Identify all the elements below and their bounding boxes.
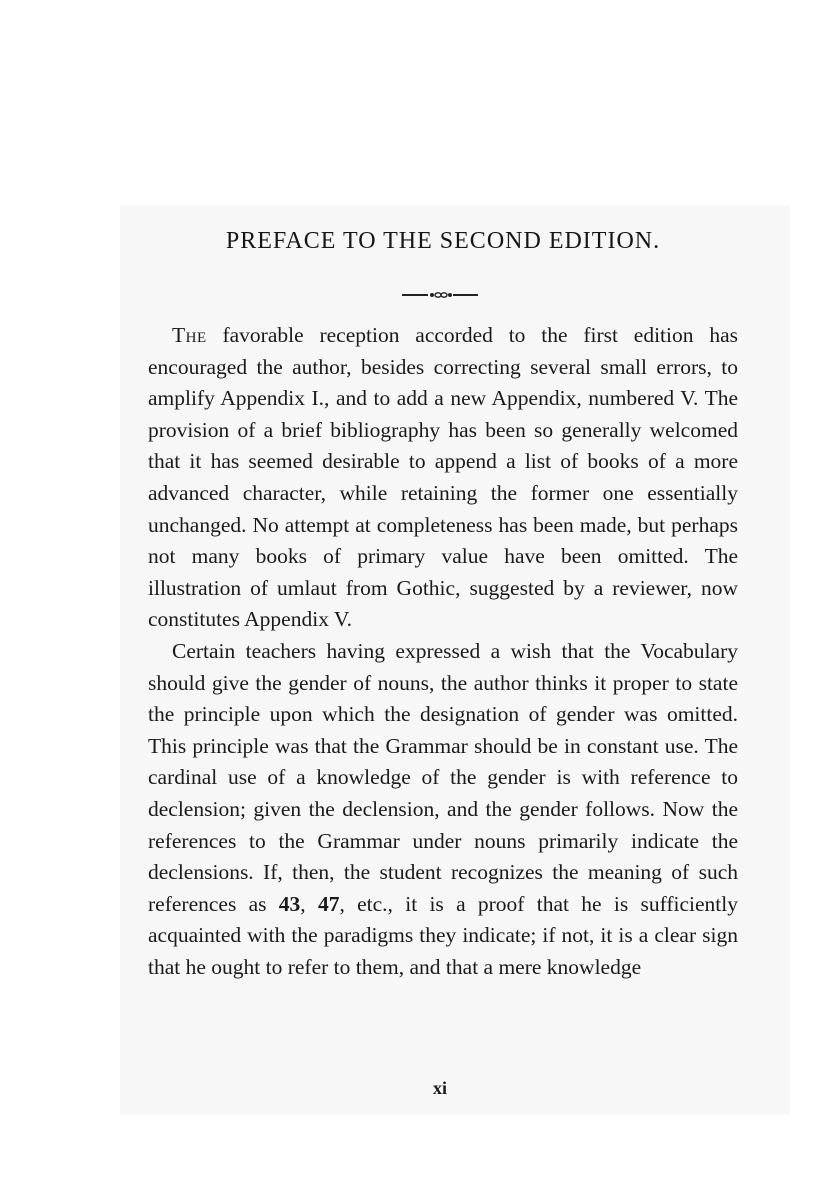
reference-47: 47 [317, 891, 340, 916]
reference-43: 43 [278, 891, 301, 916]
paragraph-1-text: favorable reception accorded to the first edition has encouraged the author, besides correcting several small errors, to amplify Appendix I., and to add a new Appendix, numbered V. The provision of a brief bibliography has been so generally welcomed that it has seemed desirable to append a list of books of a more advanced character, while retaining the former one essentially unchanged. No attempt at completeness has been made, but perhaps not many books of primary value have been omitted. The illustration of umlaut from Gothic, suggested by a reviewer, now constitutes Appendix V. [148, 323, 738, 632]
title-ornament-divider [400, 290, 480, 300]
paragraph-2-text-a: Certain teachers having expressed a wish that the Vocabulary should give the gender of nouns, the author thinks it proper to state the principle upon which the designation of gender was omitted. This principle was that the Grammar should be in constant use. The cardinal use of a knowledge of the gender is with reference to declension; given the declension, and the gender follows. Now the references to the Grammar under nouns primarily indicate the declensions. If, then, the student recognizes the meaning of such references as [148, 638, 738, 916]
reference-separator: , [300, 891, 318, 916]
paragraph-1 [148, 320, 738, 636]
page-title: PREFACE TO THE SECOND EDITION. [225, 228, 661, 254]
page-number: xi [432, 1078, 447, 1098]
paragraph-2 [148, 636, 738, 984]
paragraph-2-text-b: , etc., it is a proof that he is sufficiently acquainted with the paradigms they indicate; if not, it is a clear sign that he ought to refer to them, and that a mere knowledge [148, 891, 739, 979]
preface-body [148, 320, 738, 983]
lead-word: The [172, 323, 207, 347]
